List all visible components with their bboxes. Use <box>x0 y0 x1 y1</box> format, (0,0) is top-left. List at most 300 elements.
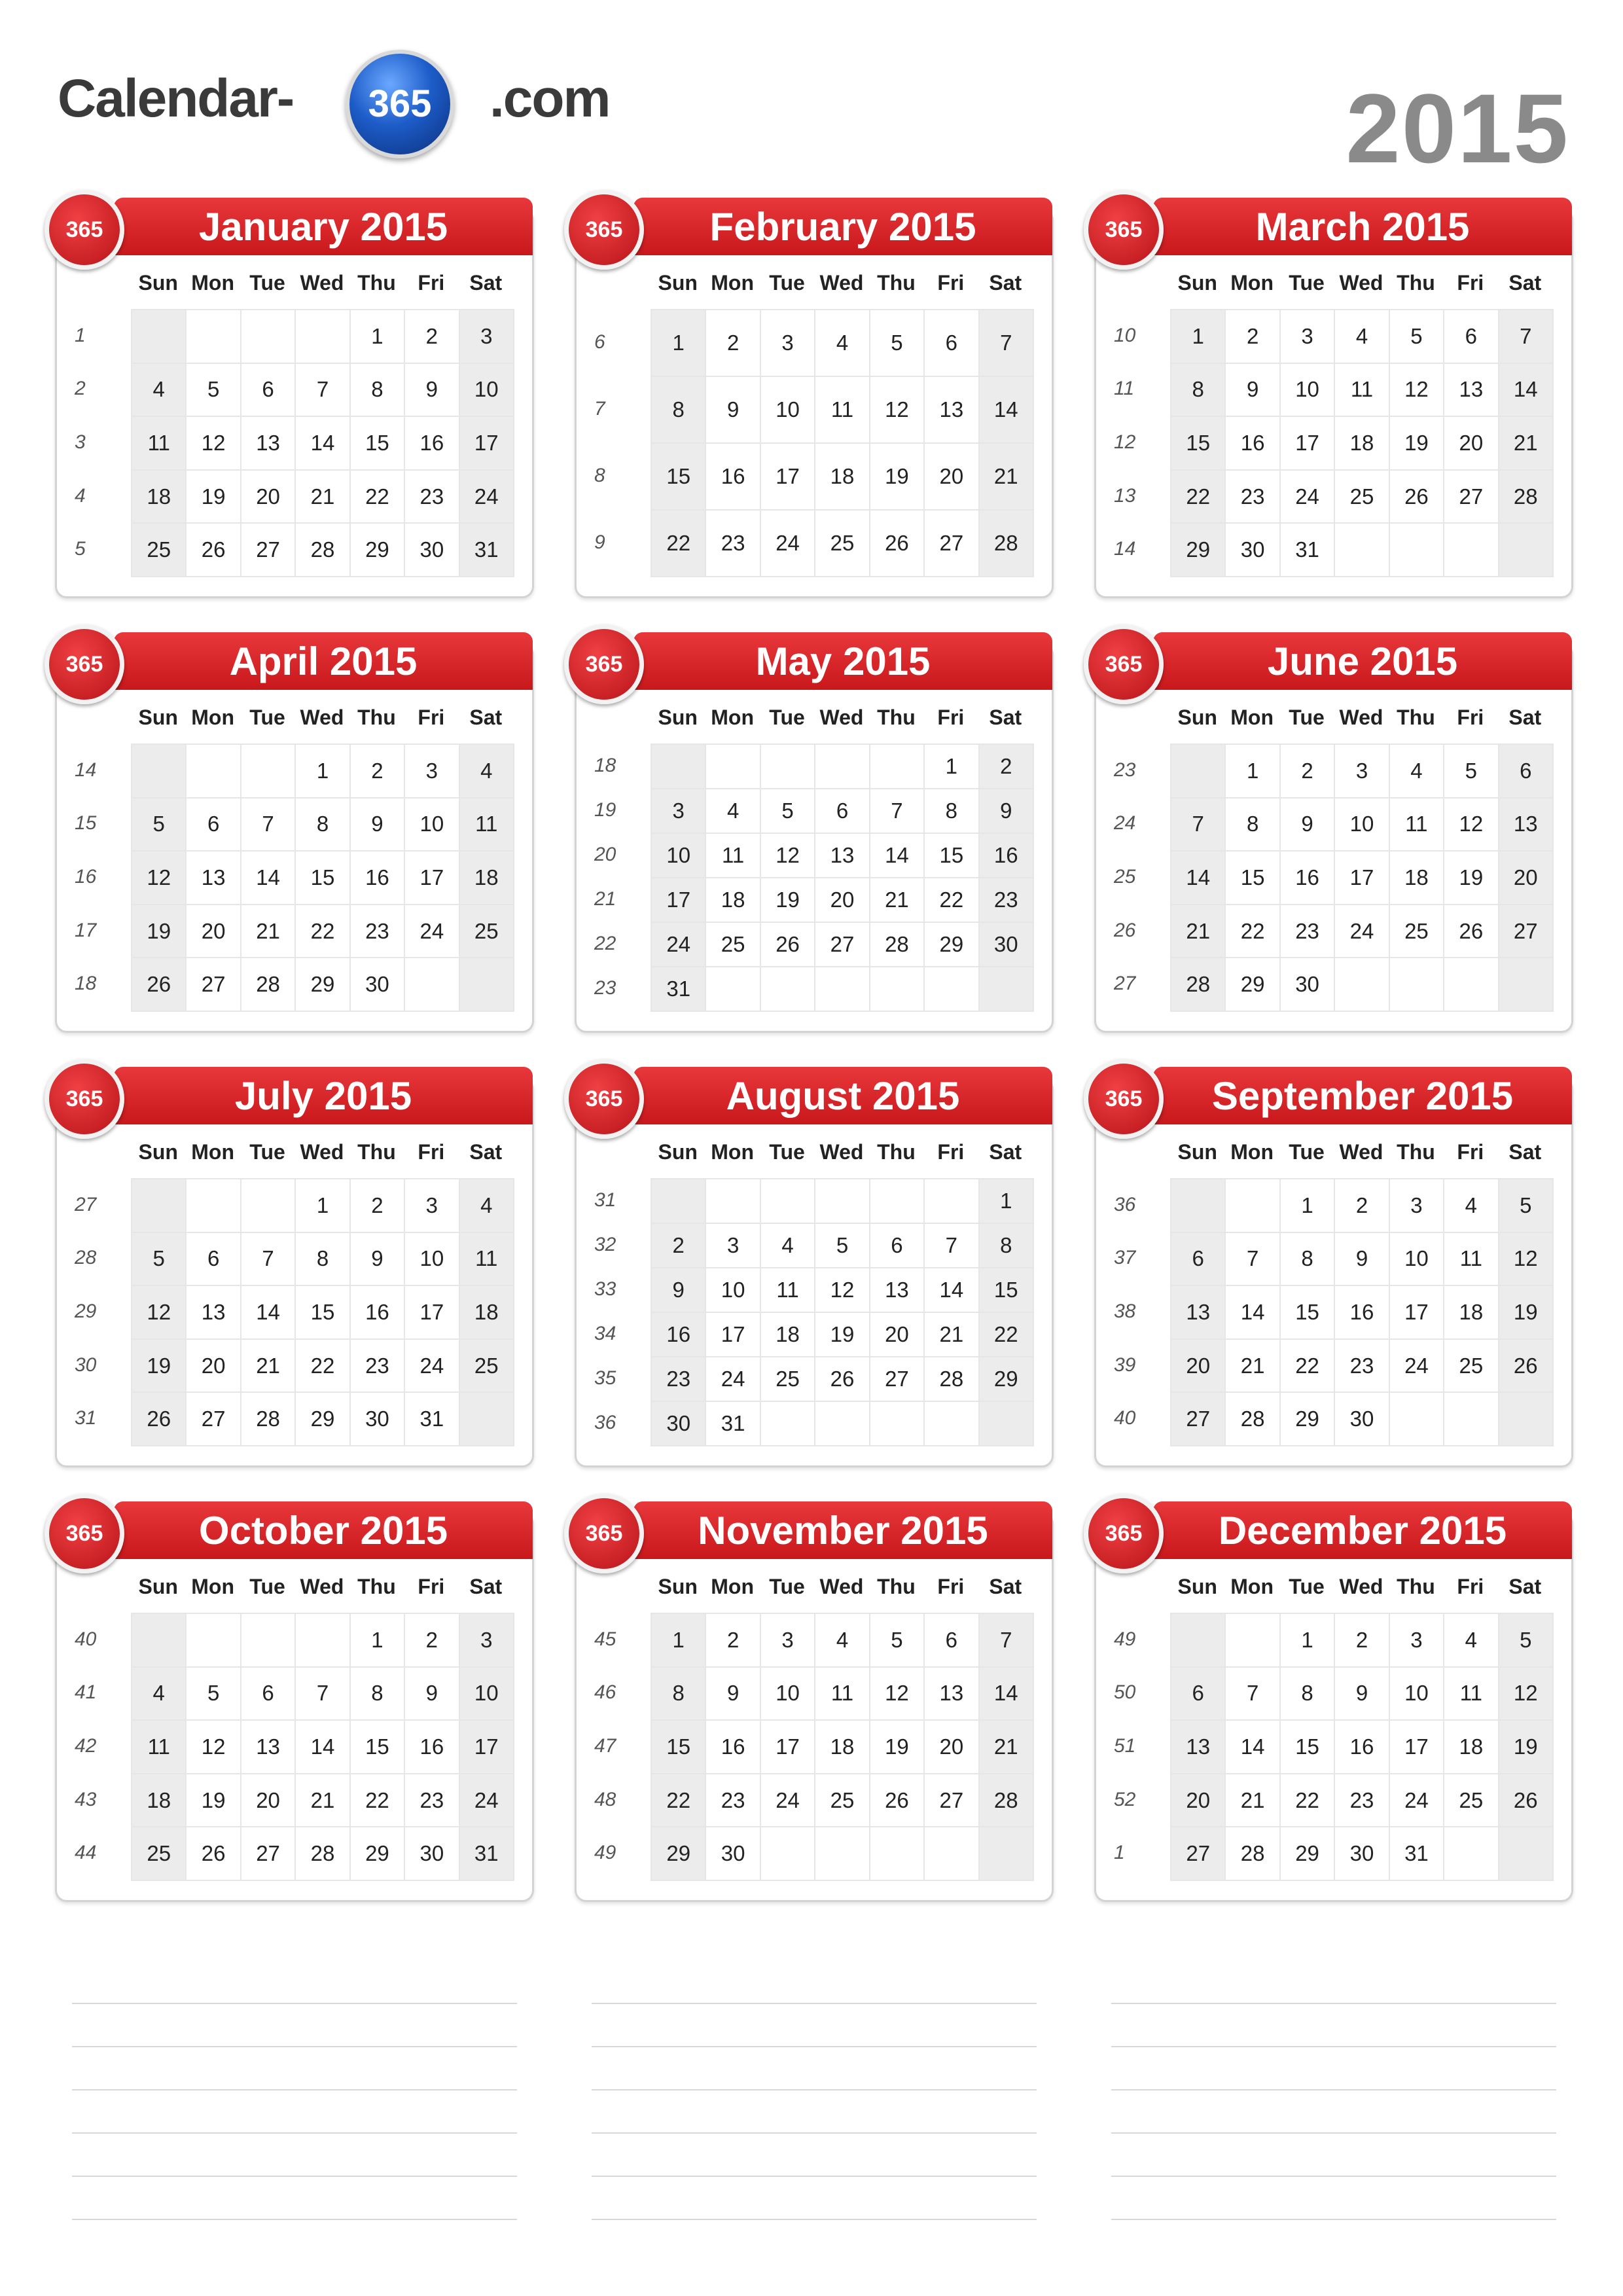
day-cell[interactable]: 14 <box>980 1668 1034 1721</box>
day-cell[interactable]: 22 <box>351 1774 405 1828</box>
day-cell[interactable]: 2 <box>1335 1614 1389 1668</box>
day-cell[interactable]: 25 <box>132 524 187 577</box>
day-cell[interactable]: 11 <box>132 1721 187 1774</box>
day-cell[interactable]: 29 <box>652 1827 706 1881</box>
note-line[interactable] <box>72 2219 517 2220</box>
day-cell[interactable]: 3 <box>652 789 706 834</box>
day-cell[interactable]: 13 <box>870 1268 925 1313</box>
day-cell[interactable]: 8 <box>652 377 706 444</box>
day-cell[interactable]: 10 <box>1390 1233 1444 1287</box>
day-cell[interactable]: 22 <box>1281 1340 1335 1393</box>
day-cell[interactable]: 4 <box>815 310 870 377</box>
day-cell[interactable]: 20 <box>870 1313 925 1357</box>
day-cell[interactable]: 3 <box>761 310 815 377</box>
day-cell[interactable]: 10 <box>405 798 459 852</box>
day-cell[interactable]: 26 <box>187 1827 241 1881</box>
day-cell[interactable]: 28 <box>925 1357 979 1402</box>
day-cell[interactable]: 30 <box>405 524 459 577</box>
day-cell[interactable]: 6 <box>187 1233 241 1287</box>
day-cell[interactable]: 16 <box>1335 1286 1389 1340</box>
day-cell[interactable]: 12 <box>815 1268 870 1313</box>
day-cell[interactable]: 21 <box>296 471 350 524</box>
day-cell[interactable]: 3 <box>405 1179 459 1233</box>
day-cell[interactable]: 4 <box>1335 310 1389 364</box>
day-cell[interactable]: 25 <box>1444 1774 1499 1828</box>
day-cell[interactable]: 28 <box>1499 471 1554 524</box>
day-cell[interactable]: 25 <box>706 923 760 967</box>
day-cell[interactable]: 6 <box>1171 1668 1226 1721</box>
day-cell[interactable]: 9 <box>351 1233 405 1287</box>
day-cell[interactable]: 16 <box>706 444 760 511</box>
day-cell[interactable]: 31 <box>652 967 706 1012</box>
day-cell[interactable]: 30 <box>1226 524 1280 577</box>
day-cell[interactable]: 24 <box>1390 1340 1444 1393</box>
day-cell[interactable]: 1 <box>1171 310 1226 364</box>
day-cell[interactable]: 18 <box>761 1313 815 1357</box>
note-line[interactable] <box>1111 2176 1556 2177</box>
day-cell[interactable]: 20 <box>1444 417 1499 471</box>
day-cell[interactable]: 23 <box>351 905 405 959</box>
day-cell[interactable]: 9 <box>1335 1233 1389 1287</box>
day-cell[interactable]: 7 <box>1226 1233 1280 1287</box>
day-cell[interactable]: 18 <box>706 878 760 923</box>
day-cell[interactable]: 24 <box>460 471 514 524</box>
day-cell[interactable]: 29 <box>296 958 350 1012</box>
day-cell[interactable]: 23 <box>405 471 459 524</box>
day-cell[interactable]: 23 <box>1226 471 1280 524</box>
day-cell[interactable]: 19 <box>1499 1286 1554 1340</box>
day-cell[interactable]: 22 <box>980 1313 1034 1357</box>
day-cell[interactable]: 6 <box>925 1614 979 1668</box>
day-cell[interactable]: 7 <box>241 798 296 852</box>
day-cell[interactable]: 27 <box>1171 1827 1226 1881</box>
day-cell[interactable]: 12 <box>132 852 187 905</box>
day-cell[interactable]: 19 <box>870 1721 925 1774</box>
day-cell[interactable]: 24 <box>460 1774 514 1828</box>
day-cell[interactable]: 28 <box>296 524 350 577</box>
day-cell[interactable]: 20 <box>187 905 241 959</box>
day-cell[interactable]: 3 <box>1281 310 1335 364</box>
day-cell[interactable]: 10 <box>1390 1668 1444 1721</box>
day-cell[interactable]: 17 <box>761 1721 815 1774</box>
day-cell[interactable]: 16 <box>351 1286 405 1340</box>
day-cell[interactable]: 22 <box>1171 471 1226 524</box>
day-cell[interactable]: 27 <box>187 1393 241 1446</box>
day-cell[interactable]: 4 <box>132 1668 187 1721</box>
day-cell[interactable]: 13 <box>925 1668 979 1721</box>
day-cell[interactable]: 16 <box>1335 1721 1389 1774</box>
day-cell[interactable]: 29 <box>296 1393 350 1446</box>
day-cell[interactable]: 5 <box>870 310 925 377</box>
day-cell[interactable]: 30 <box>980 923 1034 967</box>
day-cell[interactable]: 20 <box>241 471 296 524</box>
day-cell[interactable]: 22 <box>652 511 706 577</box>
day-cell[interactable]: 10 <box>1335 798 1389 852</box>
day-cell[interactable]: 13 <box>925 377 979 444</box>
day-cell[interactable]: 12 <box>1390 364 1444 418</box>
day-cell[interactable]: 28 <box>980 1774 1034 1828</box>
day-cell[interactable]: 20 <box>925 1721 979 1774</box>
day-cell[interactable]: 12 <box>1499 1668 1554 1721</box>
day-cell[interactable]: 20 <box>815 878 870 923</box>
day-cell[interactable]: 28 <box>241 1393 296 1446</box>
day-cell[interactable]: 21 <box>296 1774 350 1828</box>
day-cell[interactable]: 11 <box>1444 1668 1499 1721</box>
day-cell[interactable]: 29 <box>925 923 979 967</box>
note-line[interactable] <box>592 2132 1037 2134</box>
day-cell[interactable]: 20 <box>1171 1774 1226 1828</box>
day-cell[interactable]: 25 <box>1335 471 1389 524</box>
day-cell[interactable]: 13 <box>241 417 296 471</box>
day-cell[interactable]: 1 <box>296 745 350 798</box>
day-cell[interactable]: 24 <box>1390 1774 1444 1828</box>
day-cell[interactable]: 27 <box>925 1774 979 1828</box>
day-cell[interactable]: 2 <box>706 310 760 377</box>
day-cell[interactable]: 23 <box>706 511 760 577</box>
day-cell[interactable]: 19 <box>187 471 241 524</box>
day-cell[interactable]: 11 <box>1390 798 1444 852</box>
day-cell[interactable]: 1 <box>652 310 706 377</box>
day-cell[interactable]: 18 <box>815 444 870 511</box>
day-cell[interactable]: 2 <box>405 1614 459 1668</box>
day-cell[interactable]: 29 <box>1171 524 1226 577</box>
day-cell[interactable]: 4 <box>460 745 514 798</box>
day-cell[interactable]: 4 <box>815 1614 870 1668</box>
day-cell[interactable]: 28 <box>1226 1393 1280 1446</box>
note-line[interactable] <box>72 2003 517 2004</box>
day-cell[interactable]: 9 <box>405 364 459 418</box>
note-line[interactable] <box>72 2046 517 2047</box>
day-cell[interactable]: 15 <box>652 1721 706 1774</box>
day-cell[interactable]: 24 <box>405 1340 459 1393</box>
day-cell[interactable]: 2 <box>351 1179 405 1233</box>
day-cell[interactable]: 27 <box>1499 905 1554 959</box>
day-cell[interactable]: 14 <box>296 417 350 471</box>
day-cell[interactable]: 4 <box>460 1179 514 1233</box>
day-cell[interactable]: 16 <box>706 1721 760 1774</box>
day-cell[interactable]: 9 <box>706 1668 760 1721</box>
day-cell[interactable]: 5 <box>132 1233 187 1287</box>
day-cell[interactable]: 24 <box>652 923 706 967</box>
day-cell[interactable]: 31 <box>460 1827 514 1881</box>
day-cell[interactable]: 17 <box>706 1313 760 1357</box>
day-cell[interactable]: 24 <box>1281 471 1335 524</box>
day-cell[interactable]: 22 <box>652 1774 706 1828</box>
day-cell[interactable]: 6 <box>1171 1233 1226 1287</box>
day-cell[interactable]: 27 <box>925 511 979 577</box>
day-cell[interactable]: 26 <box>1444 905 1499 959</box>
day-cell[interactable]: 17 <box>460 1721 514 1774</box>
day-cell[interactable]: 31 <box>460 524 514 577</box>
day-cell[interactable]: 22 <box>296 1340 350 1393</box>
day-cell[interactable]: 6 <box>870 1224 925 1268</box>
day-cell[interactable]: 15 <box>1226 852 1280 905</box>
day-cell[interactable]: 27 <box>241 1827 296 1881</box>
day-cell[interactable]: 16 <box>980 834 1034 878</box>
day-cell[interactable]: 22 <box>351 471 405 524</box>
day-cell[interactable]: 7 <box>870 789 925 834</box>
day-cell[interactable]: 21 <box>980 1721 1034 1774</box>
day-cell[interactable]: 6 <box>187 798 241 852</box>
day-cell[interactable]: 11 <box>460 1233 514 1287</box>
day-cell[interactable]: 17 <box>405 852 459 905</box>
day-cell[interactable]: 8 <box>980 1224 1034 1268</box>
day-cell[interactable]: 26 <box>761 923 815 967</box>
day-cell[interactable]: 17 <box>405 1286 459 1340</box>
day-cell[interactable]: 23 <box>1335 1774 1389 1828</box>
day-cell[interactable]: 25 <box>132 1827 187 1881</box>
day-cell[interactable]: 25 <box>1444 1340 1499 1393</box>
day-cell[interactable]: 16 <box>652 1313 706 1357</box>
day-cell[interactable]: 1 <box>925 745 979 789</box>
day-cell[interactable]: 9 <box>351 798 405 852</box>
day-cell[interactable]: 20 <box>187 1340 241 1393</box>
day-cell[interactable]: 3 <box>460 1614 514 1668</box>
day-cell[interactable]: 9 <box>706 377 760 444</box>
day-cell[interactable]: 9 <box>652 1268 706 1313</box>
day-cell[interactable]: 5 <box>761 789 815 834</box>
day-cell[interactable]: 18 <box>132 471 187 524</box>
day-cell[interactable]: 1 <box>1281 1179 1335 1233</box>
day-cell[interactable]: 7 <box>241 1233 296 1287</box>
day-cell[interactable]: 1 <box>351 310 405 364</box>
day-cell[interactable]: 6 <box>241 364 296 418</box>
day-cell[interactable]: 16 <box>405 1721 459 1774</box>
day-cell[interactable]: 21 <box>241 905 296 959</box>
day-cell[interactable]: 14 <box>1226 1721 1280 1774</box>
day-cell[interactable]: 10 <box>405 1233 459 1287</box>
day-cell[interactable]: 29 <box>1281 1827 1335 1881</box>
day-cell[interactable]: 15 <box>1281 1721 1335 1774</box>
day-cell[interactable]: 15 <box>980 1268 1034 1313</box>
day-cell[interactable]: 7 <box>980 310 1034 377</box>
day-cell[interactable]: 31 <box>405 1393 459 1446</box>
day-cell[interactable]: 14 <box>980 377 1034 444</box>
day-cell[interactable]: 13 <box>1171 1721 1226 1774</box>
day-cell[interactable]: 3 <box>761 1614 815 1668</box>
day-cell[interactable]: 5 <box>1390 310 1444 364</box>
day-cell[interactable]: 19 <box>1390 417 1444 471</box>
day-cell[interactable]: 12 <box>187 1721 241 1774</box>
day-cell[interactable]: 14 <box>241 852 296 905</box>
day-cell[interactable]: 8 <box>1226 798 1280 852</box>
day-cell[interactable]: 24 <box>761 1774 815 1828</box>
day-cell[interactable]: 14 <box>1499 364 1554 418</box>
day-cell[interactable]: 28 <box>1171 958 1226 1012</box>
day-cell[interactable]: 20 <box>1171 1340 1226 1393</box>
day-cell[interactable]: 23 <box>652 1357 706 1402</box>
day-cell[interactable]: 21 <box>870 878 925 923</box>
day-cell[interactable]: 24 <box>405 905 459 959</box>
day-cell[interactable]: 24 <box>706 1357 760 1402</box>
day-cell[interactable]: 4 <box>761 1224 815 1268</box>
day-cell[interactable]: 14 <box>296 1721 350 1774</box>
day-cell[interactable]: 9 <box>1335 1668 1389 1721</box>
day-cell[interactable]: 7 <box>1171 798 1226 852</box>
day-cell[interactable]: 5 <box>132 798 187 852</box>
day-cell[interactable]: 30 <box>351 958 405 1012</box>
day-cell[interactable]: 10 <box>652 834 706 878</box>
day-cell[interactable]: 26 <box>815 1357 870 1402</box>
day-cell[interactable]: 11 <box>1444 1233 1499 1287</box>
day-cell[interactable]: 13 <box>187 1286 241 1340</box>
day-cell[interactable]: 15 <box>1281 1286 1335 1340</box>
day-cell[interactable]: 2 <box>1226 310 1280 364</box>
day-cell[interactable]: 18 <box>1444 1286 1499 1340</box>
day-cell[interactable]: 7 <box>1499 310 1554 364</box>
day-cell[interactable]: 6 <box>815 789 870 834</box>
day-cell[interactable]: 2 <box>405 310 459 364</box>
day-cell[interactable]: 10 <box>706 1268 760 1313</box>
day-cell[interactable]: 21 <box>1499 417 1554 471</box>
day-cell[interactable]: 26 <box>132 1393 187 1446</box>
day-cell[interactable]: 4 <box>706 789 760 834</box>
day-cell[interactable]: 1 <box>1226 745 1280 798</box>
day-cell[interactable]: 7 <box>925 1224 979 1268</box>
day-cell[interactable]: 15 <box>296 1286 350 1340</box>
day-cell[interactable]: 17 <box>1390 1721 1444 1774</box>
day-cell[interactable]: 25 <box>1390 905 1444 959</box>
day-cell[interactable]: 5 <box>187 1668 241 1721</box>
day-cell[interactable]: 27 <box>241 524 296 577</box>
note-line[interactable] <box>592 2089 1037 2090</box>
day-cell[interactable]: 22 <box>1226 905 1280 959</box>
day-cell[interactable]: 19 <box>132 905 187 959</box>
day-cell[interactable]: 7 <box>1226 1668 1280 1721</box>
day-cell[interactable]: 26 <box>870 511 925 577</box>
day-cell[interactable]: 28 <box>1226 1827 1280 1881</box>
day-cell[interactable]: 16 <box>1281 852 1335 905</box>
day-cell[interactable]: 2 <box>351 745 405 798</box>
day-cell[interactable]: 21 <box>1226 1340 1280 1393</box>
note-line[interactable] <box>592 2219 1037 2220</box>
day-cell[interactable]: 27 <box>815 923 870 967</box>
day-cell[interactable]: 27 <box>870 1357 925 1402</box>
day-cell[interactable]: 26 <box>870 1774 925 1828</box>
day-cell[interactable]: 16 <box>351 852 405 905</box>
day-cell[interactable]: 11 <box>132 417 187 471</box>
day-cell[interactable]: 24 <box>1335 905 1389 959</box>
day-cell[interactable]: 28 <box>980 511 1034 577</box>
day-cell[interactable]: 13 <box>187 852 241 905</box>
day-cell[interactable]: 2 <box>706 1614 760 1668</box>
note-line[interactable] <box>72 2132 517 2134</box>
day-cell[interactable]: 11 <box>815 377 870 444</box>
day-cell[interactable]: 14 <box>1171 852 1226 905</box>
day-cell[interactable]: 17 <box>1335 852 1389 905</box>
day-cell[interactable]: 23 <box>980 878 1034 923</box>
day-cell[interactable]: 17 <box>652 878 706 923</box>
day-cell[interactable]: 11 <box>1335 364 1389 418</box>
day-cell[interactable]: 11 <box>460 798 514 852</box>
day-cell[interactable]: 18 <box>1335 417 1389 471</box>
day-cell[interactable]: 19 <box>187 1774 241 1828</box>
day-cell[interactable]: 12 <box>870 1668 925 1721</box>
day-cell[interactable]: 9 <box>405 1668 459 1721</box>
day-cell[interactable]: 31 <box>1281 524 1335 577</box>
day-cell[interactable]: 22 <box>296 905 350 959</box>
day-cell[interactable]: 3 <box>405 745 459 798</box>
day-cell[interactable]: 29 <box>351 524 405 577</box>
day-cell[interactable]: 20 <box>925 444 979 511</box>
day-cell[interactable]: 19 <box>870 444 925 511</box>
note-line[interactable] <box>1111 2219 1556 2220</box>
day-cell[interactable]: 23 <box>405 1774 459 1828</box>
day-cell[interactable]: 28 <box>870 923 925 967</box>
day-cell[interactable]: 8 <box>351 364 405 418</box>
day-cell[interactable]: 4 <box>132 364 187 418</box>
day-cell[interactable]: 2 <box>652 1224 706 1268</box>
day-cell[interactable]: 30 <box>405 1827 459 1881</box>
day-cell[interactable]: 23 <box>1281 905 1335 959</box>
day-cell[interactable]: 9 <box>1281 798 1335 852</box>
day-cell[interactable]: 12 <box>132 1286 187 1340</box>
day-cell[interactable]: 15 <box>351 1721 405 1774</box>
day-cell[interactable]: 27 <box>1171 1393 1226 1446</box>
day-cell[interactable]: 30 <box>706 1827 760 1881</box>
day-cell[interactable]: 10 <box>460 364 514 418</box>
day-cell[interactable]: 8 <box>652 1668 706 1721</box>
day-cell[interactable]: 27 <box>187 958 241 1012</box>
day-cell[interactable]: 12 <box>187 417 241 471</box>
day-cell[interactable]: 12 <box>870 377 925 444</box>
day-cell[interactable]: 12 <box>761 834 815 878</box>
day-cell[interactable]: 6 <box>241 1668 296 1721</box>
day-cell[interactable]: 29 <box>1281 1393 1335 1446</box>
day-cell[interactable]: 29 <box>351 1827 405 1881</box>
day-cell[interactable]: 19 <box>815 1313 870 1357</box>
day-cell[interactable]: 5 <box>815 1224 870 1268</box>
day-cell[interactable]: 15 <box>652 444 706 511</box>
day-cell[interactable]: 8 <box>1281 1668 1335 1721</box>
note-line[interactable] <box>592 2046 1037 2047</box>
day-cell[interactable]: 4 <box>1390 745 1444 798</box>
day-cell[interactable]: 25 <box>761 1357 815 1402</box>
day-cell[interactable]: 9 <box>980 789 1034 834</box>
day-cell[interactable]: 14 <box>870 834 925 878</box>
day-cell[interactable]: 25 <box>460 905 514 959</box>
day-cell[interactable]: 7 <box>296 1668 350 1721</box>
day-cell[interactable]: 15 <box>1171 417 1226 471</box>
day-cell[interactable]: 5 <box>1444 745 1499 798</box>
day-cell[interactable]: 31 <box>1390 1827 1444 1881</box>
day-cell[interactable]: 2 <box>980 745 1034 789</box>
day-cell[interactable]: 15 <box>296 852 350 905</box>
note-line[interactable] <box>1111 2046 1556 2047</box>
day-cell[interactable]: 22 <box>925 878 979 923</box>
day-cell[interactable]: 6 <box>925 310 979 377</box>
day-cell[interactable]: 26 <box>187 524 241 577</box>
day-cell[interactable]: 11 <box>761 1268 815 1313</box>
day-cell[interactable]: 9 <box>1226 364 1280 418</box>
note-line[interactable] <box>1111 2089 1556 2090</box>
day-cell[interactable]: 10 <box>761 1668 815 1721</box>
note-line[interactable] <box>1111 2132 1556 2134</box>
day-cell[interactable]: 18 <box>815 1721 870 1774</box>
note-line[interactable] <box>72 2176 517 2177</box>
day-cell[interactable]: 18 <box>1390 852 1444 905</box>
note-line[interactable] <box>592 2003 1037 2004</box>
day-cell[interactable]: 6 <box>1499 745 1554 798</box>
day-cell[interactable]: 2 <box>1335 1179 1389 1233</box>
day-cell[interactable]: 10 <box>460 1668 514 1721</box>
day-cell[interactable]: 23 <box>351 1340 405 1393</box>
day-cell[interactable]: 19 <box>132 1340 187 1393</box>
day-cell[interactable]: 7 <box>296 364 350 418</box>
day-cell[interactable]: 25 <box>815 511 870 577</box>
day-cell[interactable]: 28 <box>296 1827 350 1881</box>
day-cell[interactable]: 26 <box>132 958 187 1012</box>
